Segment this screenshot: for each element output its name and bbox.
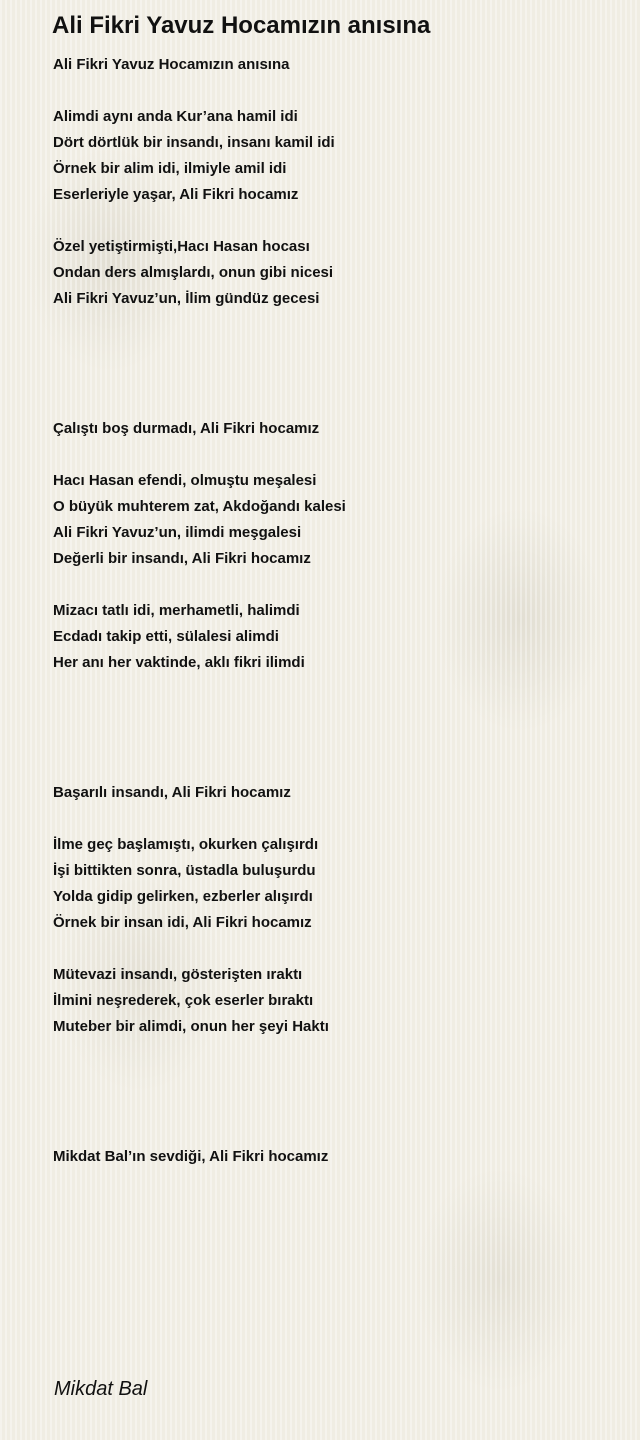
poem-line: Örnek bir insan idi, Ali Fikri hocamız bbox=[53, 914, 312, 931]
poem-line-blank bbox=[53, 936, 613, 962]
poem-line: Her anı her vaktinde, aklı fikri ilimdi bbox=[53, 654, 305, 671]
poem-line: İlmini neşrederek, çok eserler bıraktı bbox=[53, 992, 314, 1009]
poem-line: Örnek bir alim idi, ilmiyle amil idi bbox=[53, 160, 287, 177]
poem-body bbox=[53, 52, 613, 1170]
poem-line-blank bbox=[53, 754, 613, 780]
poem-line-blank bbox=[53, 338, 613, 364]
poem-line: Eserleriyle yaşar, Ali Fikri hocamız bbox=[53, 186, 299, 203]
poem-line: Mütevazi insandı, gösterişten ıraktı bbox=[53, 966, 303, 983]
poem-line-blank bbox=[53, 1092, 613, 1118]
poem-line-blank bbox=[53, 1066, 613, 1092]
poem-line: Alimdi aynı anda Kur’ana hamil idi bbox=[53, 108, 298, 125]
poem-line: Ondan ders almışlardı, onun gibi nicesi bbox=[53, 264, 334, 281]
poem-line: Mizacı tatlı idi, merhametli, halimdi bbox=[53, 602, 300, 619]
poem-line: Hacı Hasan efendi, olmuştu meşalesi bbox=[53, 472, 317, 489]
poem-line-blank bbox=[53, 364, 613, 390]
poem-line: O büyük muhterem zat, Akdoğandı kalesi bbox=[53, 498, 346, 515]
poem-line: İlme geç başlamıştı, okurken çalışırdı bbox=[53, 836, 319, 853]
poem-line: Ali Fikri Yavuz’un, İlim gündüz gecesi bbox=[53, 290, 320, 307]
poem-line-blank bbox=[53, 728, 613, 754]
poem-line-blank bbox=[53, 442, 613, 468]
poem-line: Özel yetiştirmişti,Hacı Hasan hocası bbox=[53, 238, 310, 255]
poem-line-blank bbox=[53, 806, 613, 832]
poem-line: Başarılı insandı, Ali Fikri hocamız bbox=[53, 784, 291, 801]
poem-line-blank bbox=[53, 572, 613, 598]
poem-line-blank bbox=[53, 312, 613, 338]
poem-line-blank bbox=[53, 1040, 613, 1066]
poem-line: Çalıştı boş durmadı, Ali Fikri hocamız bbox=[53, 420, 320, 437]
poem-line: Ali Fikri Yavuz’un, ilimdi meşgalesi bbox=[53, 524, 302, 541]
poem-title: Ali Fikri Yavuz Hocamızın anısına bbox=[52, 12, 431, 39]
poem-line-blank bbox=[53, 78, 613, 104]
poem-line: Ecdadı takip etti, sülalesi alimdi bbox=[53, 628, 279, 645]
poem-line: Dört dörtlük bir insandı, insanı kamil idi bbox=[53, 134, 335, 151]
poem-line-blank bbox=[53, 390, 613, 416]
poem-line: Ali Fikri Yavuz Hocamızın anısına bbox=[53, 56, 290, 73]
poem-line-blank bbox=[53, 1118, 613, 1144]
poem-line: Değerli bir insandı, Ali Fikri hocamız bbox=[53, 550, 311, 567]
poem-author: Mikdat Bal bbox=[54, 1378, 148, 1400]
poem-line-blank bbox=[53, 208, 613, 234]
poem-line: Mikdat Bal’ın sevdiği, Ali Fikri hocamız bbox=[53, 1148, 329, 1165]
poem-line-blank bbox=[53, 702, 613, 728]
poem-line-blank bbox=[53, 676, 613, 702]
poem-line: Muteber bir alimdi, onun her şeyi Haktı bbox=[53, 1018, 329, 1035]
poem-line: Yolda gidip gelirken, ezberler alışırdı bbox=[53, 888, 313, 905]
poem-line: İşi bittikten sonra, üstadla buluşurdu bbox=[53, 862, 316, 879]
